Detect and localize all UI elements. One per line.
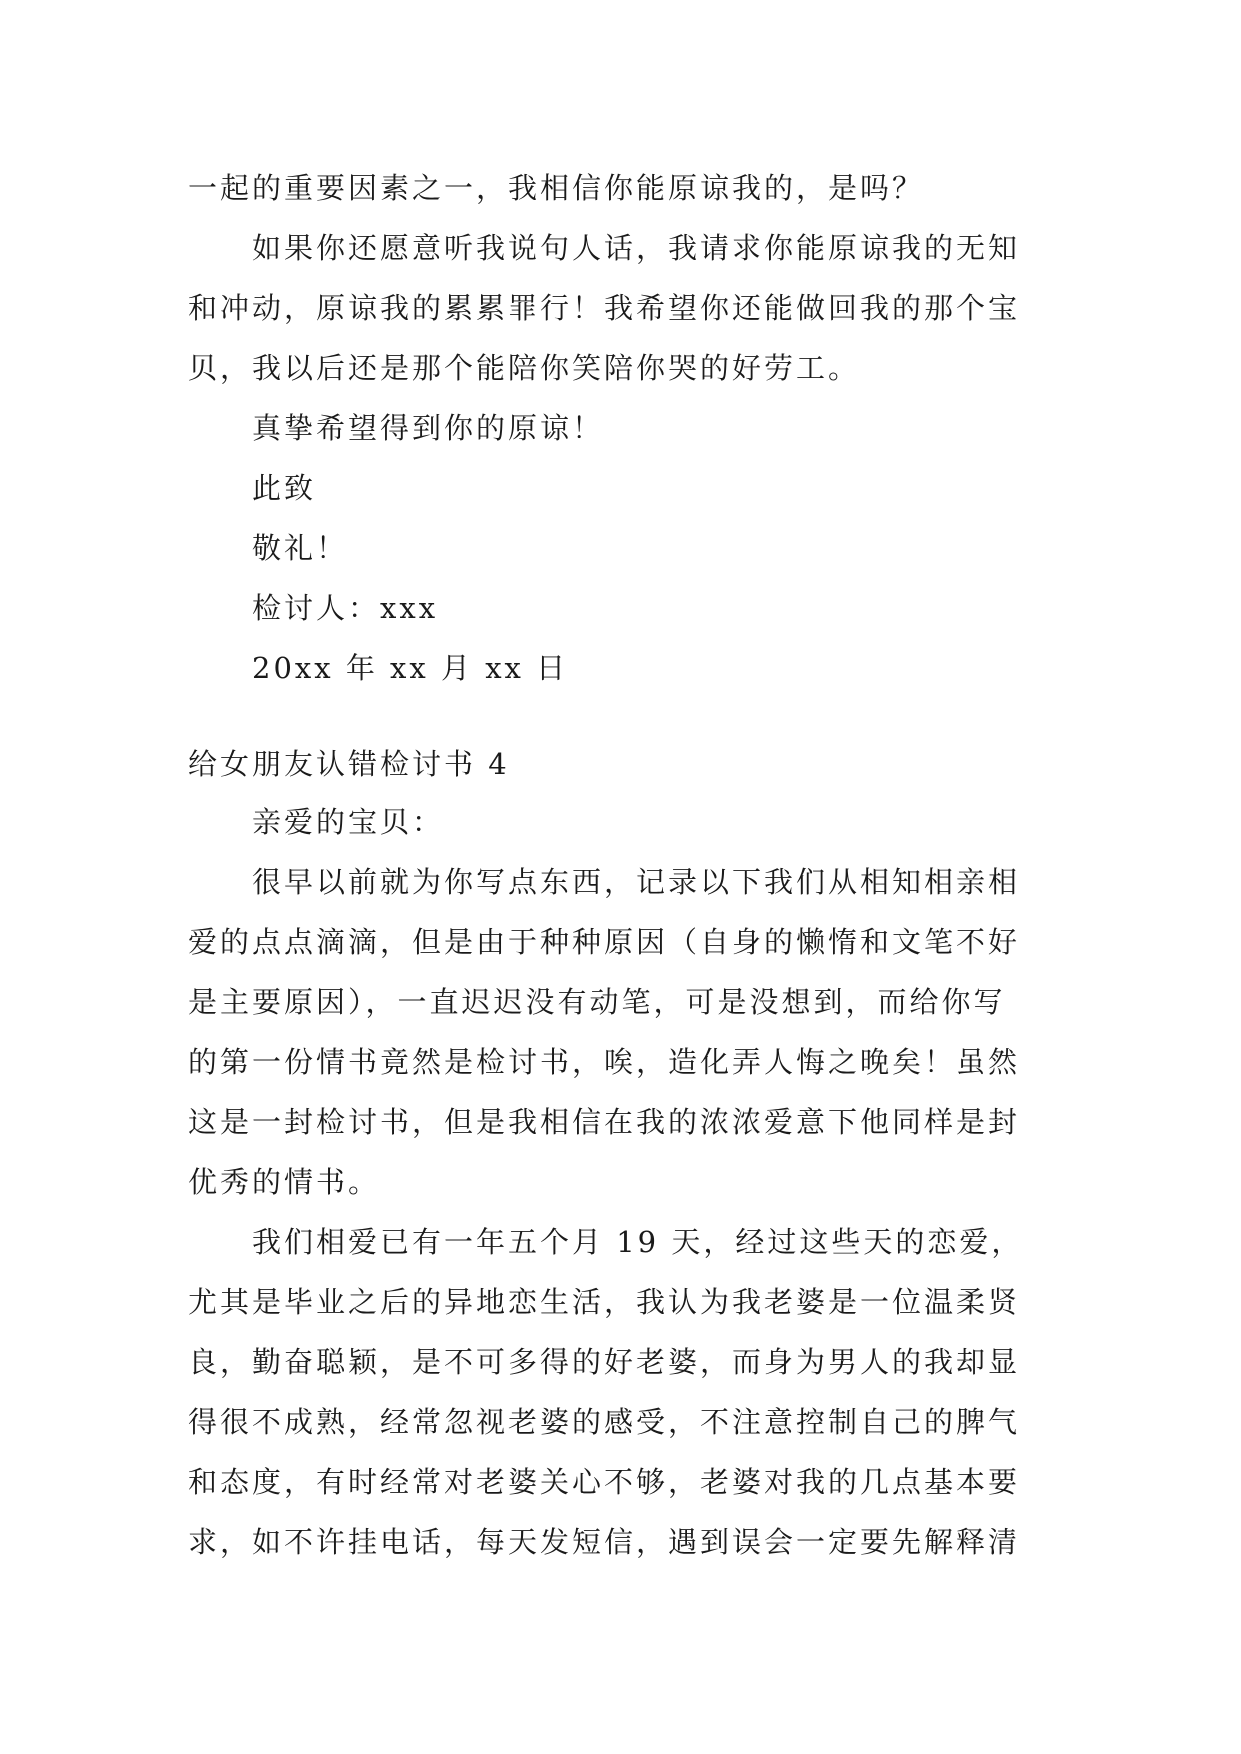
text-line: 尤其是毕业之后的异地恋生活，我认为我老婆是一位温柔贤 <box>188 1285 1021 1319</box>
text-line: 这是一封检讨书，但是我相信在我的浓浓爱意下他同样是封 <box>188 1105 1021 1139</box>
signer-line: 检讨人：xxx <box>252 591 439 625</box>
text-line: 求，如不许挂电话，每天发短信，遇到误会一定要先解释清 <box>188 1525 1021 1559</box>
text-line: 的第一份情书竟然是检讨书，唉，造化弄人悔之晚矣！虽然 <box>188 1045 1021 1079</box>
text-line: 得很不成熟，经常忽视老婆的感受，不注意控制自己的脾气 <box>188 1405 1021 1439</box>
section-title: 给女朋友认错检讨书 4 <box>188 747 510 781</box>
closing-wish: 真挚希望得到你的原谅！ <box>252 411 605 445</box>
closing-salutation-2: 敬礼！ <box>252 531 349 565</box>
section-gap <box>188 698 1058 734</box>
text-line: 爱的点点滴滴，但是由于种种原因（自身的懒惰和文笔不好 <box>188 925 1021 959</box>
text-line: 是主要原因），一直迟迟没有动笔，可是没想到，而给你写 <box>188 985 1006 1019</box>
document-body <box>188 158 1058 1572</box>
text-line: 很早以前就为你写点东西，记录以下我们从相知相亲相 <box>252 865 1021 899</box>
text-line: 一起的重要因素之一，我相信你能原谅我的，是吗？ <box>188 171 925 205</box>
text-line: 良，勤奋聪颖，是不可多得的好老婆，而身为男人的我却显 <box>188 1345 1021 1379</box>
text-line: 优秀的情书。 <box>188 1165 381 1199</box>
date-line: 20xx 年 xx 月 xx 日 <box>252 651 569 685</box>
text-line: 如果你还愿意听我说句人话，我请求你能原谅我的无知 <box>252 231 1021 265</box>
text-line: 和态度，有时经常对老婆关心不够，老婆对我的几点基本要 <box>188 1465 1021 1499</box>
greeting-line: 亲爱的宝贝： <box>252 805 445 839</box>
text-line: 和冲动，原谅我的累累罪行！我希望你还能做回我的那个宝 <box>188 291 1021 325</box>
text-line: 贝，我以后还是那个能陪你笑陪你哭的好劳工。 <box>188 351 861 385</box>
text-line: 我们相爱已有一年五个月 19 天，经过这些天的恋爱， <box>252 1225 1024 1259</box>
closing-salutation-1: 此致 <box>252 471 317 505</box>
